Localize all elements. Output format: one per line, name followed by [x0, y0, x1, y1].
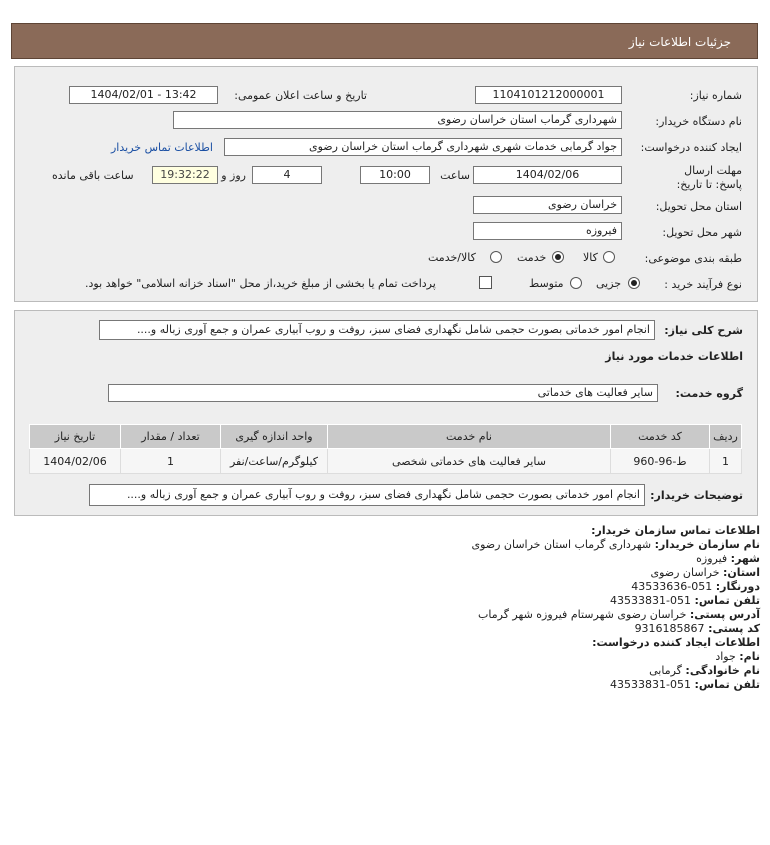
creator-phone-line: تلفن تماس: 051-43533831	[610, 678, 760, 691]
col-service-code: کد خدمت	[611, 425, 710, 449]
announce-label: تاریخ و ساعت اعلان عمومی:	[234, 89, 367, 102]
city-field[interactable]: فیروزه	[473, 222, 622, 240]
process-option-medium: متوسط	[529, 277, 564, 290]
payment-note: پرداخت تمام یا بخشی از مبلغ خرید،از محل "اسناد خزانه اسلامی" خواهد بود.	[85, 277, 436, 290]
category-radio-service[interactable]	[552, 251, 564, 263]
category-option-goods: کالا	[583, 251, 598, 264]
deadline-time-field[interactable]: 10:00	[360, 166, 430, 184]
creator-first-name-line: نام: جواد	[715, 650, 760, 663]
process-option-minor: جزیی	[596, 277, 622, 290]
services-table	[29, 424, 742, 474]
col-row: ردیف	[710, 425, 742, 449]
org-name-line: نام سازمان خریدار: شهرداری گرماب استان خراسان رضوی	[471, 538, 760, 551]
service-group-label: گروه خدمت:	[675, 387, 743, 400]
col-quantity: تعداد / مقدار	[121, 425, 221, 449]
process-radio-medium[interactable]	[570, 277, 582, 289]
services-title: اطلاعات خدمات مورد نیاز	[605, 350, 743, 363]
category-option-service: خدمت	[517, 251, 547, 264]
col-need-date: تاریخ نیاز	[30, 425, 121, 449]
need-number-field[interactable]: 1104101212000001	[475, 86, 622, 104]
page-title: جزئیات اطلاعات نیاز	[628, 35, 731, 49]
province-label: استان محل تحویل:	[655, 200, 742, 213]
category-radio-goods[interactable]	[603, 251, 615, 263]
cell-need-date: 1404/02/06	[30, 449, 121, 474]
col-unit: واحد اندازه گیری	[221, 425, 328, 449]
creator-label: ایجاد کننده درخواست:	[640, 141, 742, 154]
category-option-goods-service: کالا/خدمت	[428, 251, 476, 264]
org-contact-title: اطلاعات تماس سازمان خریدار:	[591, 524, 760, 537]
creator-field[interactable]: جواد گرمابی خدمات شهری شهرداری گرماب استان خراسان رضوی	[224, 138, 622, 156]
cell-unit: کیلوگرم/ساعت/نفر	[221, 449, 328, 474]
deadline-label: مهلت ارسال پاسخ: تا تاریخ:	[676, 164, 742, 191]
services-table-header	[30, 425, 742, 449]
remaining-time-field: 19:32:22	[152, 166, 218, 184]
days-field[interactable]: 4	[252, 166, 322, 184]
category-radio-goods-service[interactable]	[490, 251, 502, 263]
contact-province-line: استان: خراسان رضوی	[650, 566, 760, 579]
table-row[interactable]	[30, 449, 742, 474]
buyer-desc-label: توضیحات خریدار:	[650, 489, 743, 502]
summary-field[interactable]: انجام امور خدماتی بصورت حجمی شامل نگهداری فضای سبز، روفت و روب آبیاری عمران و جمع آوری زباله و....	[99, 320, 655, 340]
page-header	[11, 23, 758, 59]
contact-postal-line: کد پستی: 9316185867	[634, 622, 760, 635]
category-label: طبقه بندی موضوعی:	[644, 252, 742, 265]
process-label: نوع فرآیند خرید :	[664, 278, 742, 291]
contact-address-line: آدرس پستی: خراسان رضوی شهرستام فیروزه شهر گرماب	[478, 608, 760, 621]
process-radio-minor[interactable]	[628, 277, 640, 289]
buyer-contact-link[interactable]: اطلاعات تماس خریدار	[111, 141, 213, 154]
contact-phone-line: تلفن تماس: 051-43533831	[610, 594, 760, 607]
deadline-time-label: ساعت	[440, 169, 470, 182]
cell-service-code: ط-96-960	[611, 449, 710, 474]
creator-contact-title: اطلاعات ایجاد کننده درخواست:	[592, 636, 760, 649]
summary-label: شرح کلی نیاز:	[664, 324, 743, 337]
city-label: شهر محل تحویل:	[662, 226, 742, 239]
buyer-label: نام دستگاه خریدار:	[655, 115, 742, 128]
cell-service-name: سایر فعالیت های خدماتی شخصی	[328, 449, 611, 474]
deadline-date-field[interactable]: 1404/02/06	[473, 166, 622, 184]
need-number-label: شماره نیاز:	[689, 89, 742, 102]
remaining-label: ساعت باقی مانده	[52, 169, 134, 182]
province-field[interactable]: خراسان رضوی	[473, 196, 622, 214]
announce-field[interactable]: 1404/02/01 - 13:42	[69, 86, 218, 104]
contact-fax-line: دورنگار: 051-43533636	[631, 580, 760, 593]
creator-last-name-line: نام خانوادگی: گرمابی	[649, 664, 760, 677]
cell-quantity: 1	[121, 449, 221, 474]
treasury-checkbox[interactable]	[479, 276, 492, 289]
buyer-desc-field[interactable]: انجام امور خدماتی بصورت حجمی شامل نگهداری فضای سبز، روفت و روب آبیاری عمران و جمع آوری زباله و....	[89, 484, 645, 506]
contact-city-line: شهر: فیروزه	[696, 552, 760, 565]
col-service-name: نام خدمت	[328, 425, 611, 449]
buyer-field[interactable]: شهرداری گرماب استان خراسان رضوی	[173, 111, 622, 129]
service-group-field[interactable]: سایر فعالیت های خدماتی	[108, 384, 658, 402]
cell-row: 1	[710, 449, 742, 474]
days-label: روز و	[221, 169, 246, 182]
